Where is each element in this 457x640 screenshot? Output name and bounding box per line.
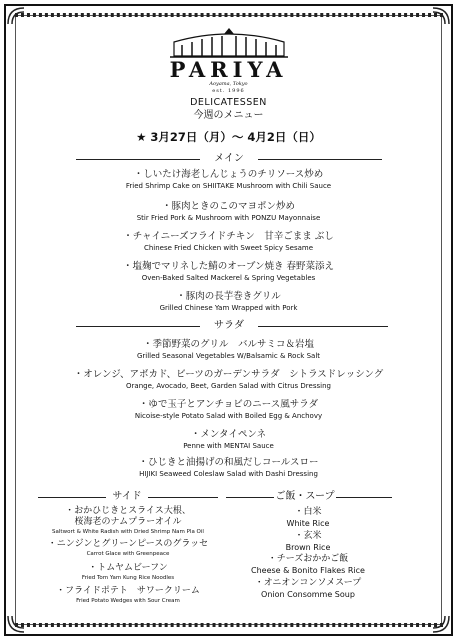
top-ornament: [14, 12, 443, 18]
item-name-jp: ・白米: [294, 507, 322, 517]
item-name-jp: ・玄米: [294, 531, 322, 541]
section-side-title: サイド: [112, 491, 142, 502]
item-name-jp: ・ひじきと油揚げの和風だしコールスロー: [138, 457, 319, 468]
section-rice-soup-header: [0, 490, 457, 504]
menu-item: [226, 553, 390, 577]
item-name-en: Stir Fried Pork & Mushroom with PONZU Mayonnaise: [136, 214, 321, 222]
bottom-ornament: [14, 622, 443, 628]
item-name-jp: ・ニンジンとグリーンピースのグラッセ: [47, 539, 209, 549]
menu-item: [0, 338, 457, 362]
item-name-jp: ・オニオンコンソメスープ: [254, 578, 362, 588]
divider-line: [258, 326, 388, 327]
item-name-jp: ・塩麹でマリネした鯖のオーブン焼き 春野菜添え: [123, 261, 334, 272]
corner-ornament-icon: [431, 6, 451, 26]
item-name-jp: ・しいたけ海老しんじょうのチリソース炒め: [133, 169, 324, 180]
item-name-en: HIJIKI Seaweed Coleslaw Salad with Dashi Dressing: [139, 470, 318, 478]
item-name-en: Penne with MENTAI Sauce: [183, 442, 274, 450]
menu-item: [22, 538, 234, 559]
pariya-building-logo-icon: [164, 26, 294, 58]
menu-title: 今週のメニュー: [193, 110, 264, 121]
item-name-en: Brown Rice: [285, 543, 331, 552]
brand-established: est. 1996: [212, 88, 245, 94]
divider-line: [76, 326, 200, 327]
store-type: DELICATESSEN: [190, 97, 267, 108]
item-name-en: Fried Potato Wedges with Sour Cream: [76, 598, 180, 604]
item-name-jp: ・豚肉の長芋巻きグリル: [176, 291, 281, 302]
item-name-en: Nicoise-style Potato Salad with Boiled Egg & Anchovy: [134, 412, 323, 420]
section-rice-soup-title: ご飯・スープ: [275, 491, 335, 502]
menu-item: [0, 200, 457, 224]
item-name-jp: ・トムヤムビーフン: [88, 563, 168, 573]
item-name-jp: ・ゆで玉子とアンチョビのニース風サラダ: [138, 399, 319, 410]
menu-period: ★ 3月27日（月）〜 4月2日（日）: [136, 130, 321, 144]
item-name-en: Grilled Chinese Yam Wrapped with Pork: [159, 304, 298, 312]
divider-line: [336, 497, 392, 498]
menu-item: [0, 456, 457, 480]
item-name-jp: ・オレンジ、アボカド、ビーツのガーデンサラダ シトラスドレッシング: [73, 369, 384, 380]
item-name-en: Fried Shrimp Cake on SHIITAKE Mushroom with Chili Sauce: [125, 182, 332, 190]
corner-ornament-icon: [6, 6, 26, 26]
item-name-jp: ・季節野菜のグリル バルサミコ＆岩塩: [142, 339, 314, 350]
corner-ornament-icon: [6, 614, 26, 634]
menu-item: [236, 506, 380, 530]
menu-item: [226, 577, 390, 601]
item-name-jp: ・豚肉ときのこのマヨポン炒め: [161, 201, 295, 212]
menu-item: [22, 506, 234, 537]
menu-item: [0, 168, 457, 192]
menu-item: [0, 260, 457, 284]
brand-name: PARIYA: [169, 57, 288, 82]
item-name-en: Grilled Seasonal Vegetables W/Balsamic & Rock Salt: [136, 352, 321, 360]
item-name-jp: ・チーズおかかご飯: [267, 554, 349, 564]
menu-item: [236, 530, 380, 554]
menu-header: [0, 26, 457, 145]
item-name-jp: ・メンタイペンネ: [190, 429, 267, 440]
brand-tagline: Aoyama, Tokyo: [209, 81, 248, 87]
divider-line: [226, 497, 274, 498]
divider-line: [258, 159, 382, 160]
item-name-en: White Rice: [286, 519, 330, 528]
item-name-en: Fried Tom Yam Kung Rice Noodles: [81, 575, 175, 581]
item-name-en: Chinese Fried Chicken with Sweet Spicy Sesame: [143, 244, 314, 252]
item-name-jp: ・チャイニーズフライドチキン 甘辛ごまま ぶし: [123, 231, 334, 242]
menu-item: [0, 368, 457, 392]
item-name-en: Onion Consomme Soup: [261, 590, 355, 599]
menu-item: [0, 428, 457, 452]
item-name-jp: ・フライドポテト サワークリーム: [56, 586, 200, 596]
item-name-en: Orange, Avocado, Beet, Garden Salad with Citrus Dressing: [126, 382, 331, 390]
section-salad-title: サラダ: [214, 320, 244, 331]
section-salad-header: [0, 319, 457, 333]
item-name-en: Cheese & Bonito Flakes Rice: [251, 566, 365, 575]
menu-item: [0, 398, 457, 422]
menu-item: [22, 562, 234, 583]
section-main-header: [0, 152, 457, 166]
section-main-title: メイン: [214, 153, 244, 164]
item-name-en: Saltwort & White Radish with Dried Shrimp Nam Pla Oil: [52, 529, 204, 535]
menu-item: [22, 585, 234, 606]
menu-item: [0, 230, 457, 254]
menu-item: [0, 290, 457, 314]
corner-ornament-icon: [431, 614, 451, 634]
divider-line: [76, 159, 200, 160]
item-name-en: Carrot Glace with Greenpeace: [86, 551, 170, 557]
item-name-jp: ・おかひじきとスライス大根、: [65, 506, 191, 516]
item-name-en: Oven-Baked Salted Mackerel & Spring Vegetables: [141, 274, 316, 282]
item-name-jp: 桜海老のナムプラーオイル: [74, 517, 182, 527]
